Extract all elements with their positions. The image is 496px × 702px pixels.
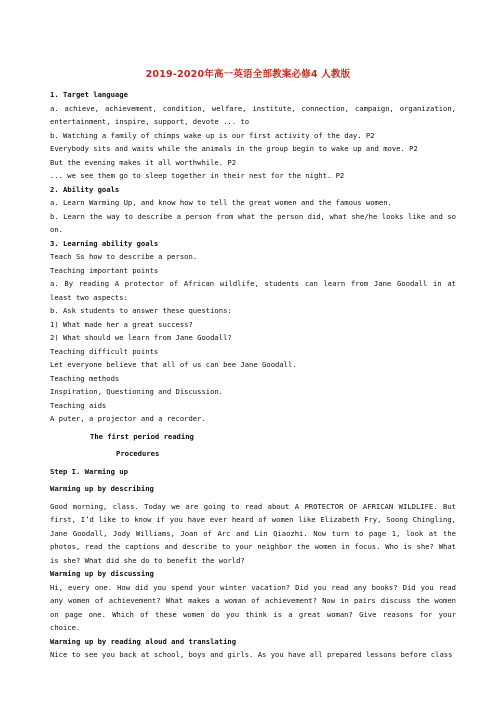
section-heading: Warming up by reading aloud and translating [50, 636, 237, 646]
body-text: b. Watching a family of chimps wake up is our first activity of the day. P2 [50, 130, 375, 140]
body-text: Teaching methods [50, 373, 120, 383]
section-heading: The first period reading [90, 431, 194, 441]
body-text: But the evening makes it all worthwhile. P2 [50, 157, 237, 167]
body-text: a. Learn Warming Up, and know how to tell the great women and the famous women. [50, 198, 392, 207]
body-text: b. Ask students to answer these questions: [50, 306, 232, 315]
body-text: Nice to see you back at school, boys and girls. As you have all prepared lessons before class [50, 650, 453, 659]
section-heading: Warming up by discussing [50, 569, 154, 578]
section-heading: Warming up by describing [50, 484, 154, 493]
section-heading: Step I. Warming up [50, 466, 128, 476]
section-heading: Procedures [116, 449, 160, 458]
body-text: A puter, a projector and a recorder. [50, 414, 206, 423]
section-heading: 3. Learning ability goals [50, 238, 159, 248]
body-text: Teaching important points [50, 265, 159, 275]
body-text: Let everyone believe that all of us can bee Jane Goodall. [50, 360, 297, 369]
body-text: b. Learn the way to describe a person from what the person did, what she/he looks like and so on. [50, 211, 456, 234]
body-text: ... we see them go to sleep together in their nest for the night. P2 [50, 171, 345, 180]
body-text: Good morning, class. Today we are going to read about A PROTECTOR OF AFRICAN WILDLIFE. But first, I’d like to know if you have ever heard of women like Elizabeth Fry, Soong Chingling, Jane Goodall, Jody Williams, Joan of Arc and Lin Qiaozhi. Now turn to page 1, look at the photos, read the captions and describe to your neighbor the women in focus. Who is she? What is she? What did she do to benefit the world? [50, 501, 456, 565]
body-text: Teaching aids [50, 400, 107, 410]
body-text: a. achieve, achievement, condition, welfare, institute, connection, campaign, organization, entertainment, inspire, support, devote ... to [50, 103, 456, 126]
body-text: Hi, every one. How did you spend your winter vacation? Did you read any books? Did you read any women of achievement? What makes a woman of achievement? Now in pairs discuss the women on page one. Which of these women do you think is a great woman? Give reasons for your choice. [50, 582, 456, 632]
document-title: 2019-2020年高一英语全部教案必修4 人教版 [145, 69, 351, 80]
body-text: Inspiration, Questioning and Discussion. [50, 387, 224, 396]
body-text: Everybody sits and waits while the animals in the group begin to wake up and move. P2 [50, 144, 418, 153]
section-heading: 1. Target language [50, 90, 128, 99]
body-text: a. By reading A protector of African wildlife, students can learn from Jane Goodall in at least two aspects: [50, 279, 456, 302]
document-body [50, 88, 456, 662]
body-text: 1) What made her a great success? [50, 319, 193, 329]
body-text: Teaching difficult points [50, 346, 159, 356]
body-text: 2) What should we learn from Jane Goodall? [50, 333, 232, 342]
body-text: Teach Ss how to describe a person. [50, 252, 198, 261]
section-heading: 2. Ability goals [50, 184, 120, 194]
